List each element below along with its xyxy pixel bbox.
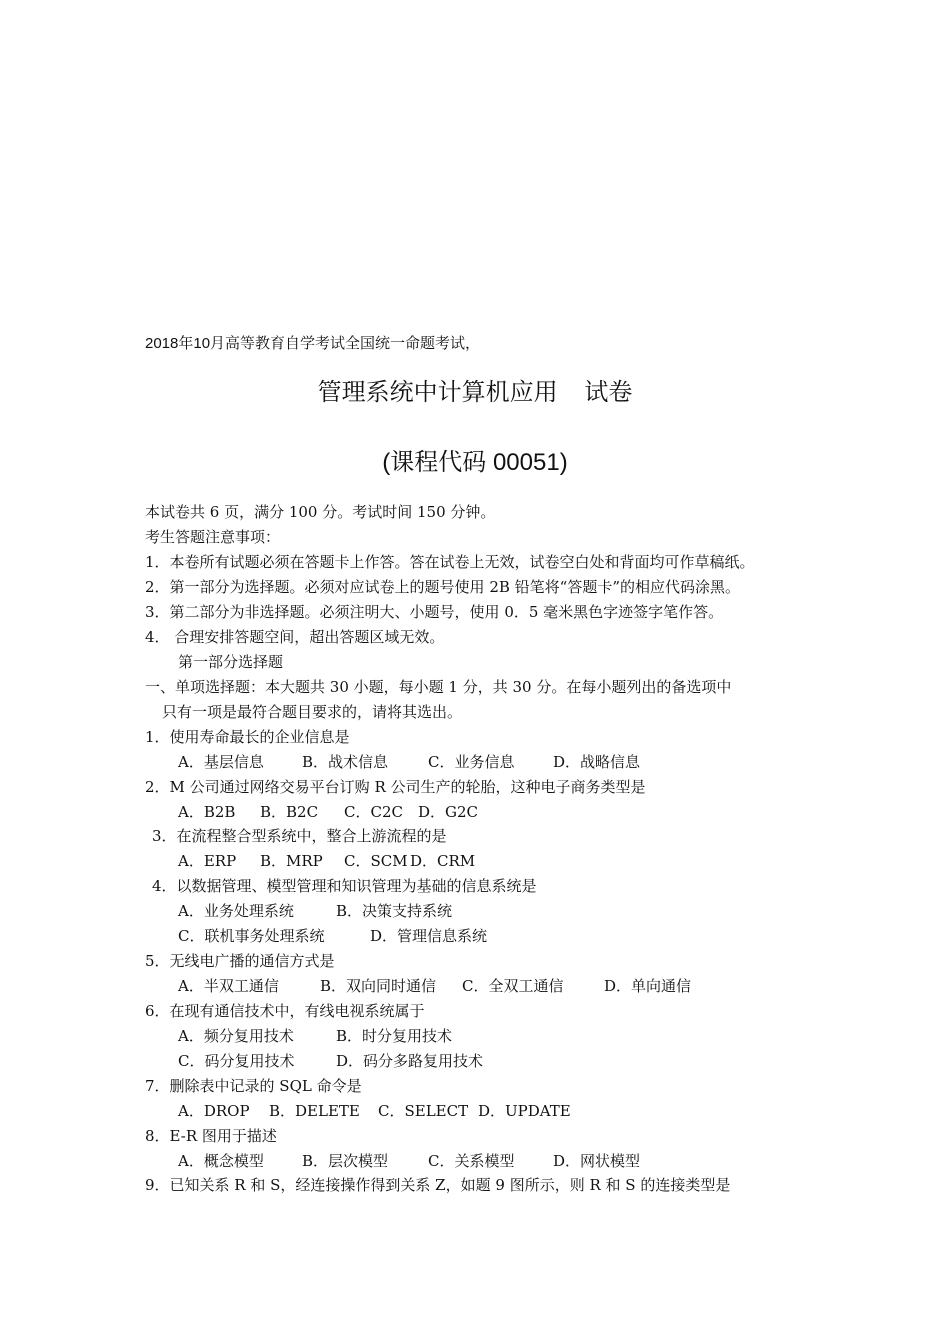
q6-option-a: A．频分复用技术 [178,1027,294,1045]
q8-option-c: C．关系模型 [428,1152,515,1170]
part1-heading: 第一部分选择题 [178,653,284,671]
question-2-stem: 2．M 公司通过网络交易平台订购 R 公司生产的轮胎，这种电子商务类型是 [145,778,646,796]
paper-title: 管理系统中计算机应用 试卷 [317,379,633,406]
q1-option-a: A．基层信息 [178,753,264,771]
question-1-stem: 1．使用寿命最长的企业信息是 [145,728,350,746]
q5-option-b: B．双向同时通信 [320,977,437,995]
q3-option-b: B．MRP [260,852,323,870]
q1-option-d: D．战略信息 [553,753,641,771]
notice-item-1: 1．本卷所有试题必须在答题卡上作答。答在试卷上无效，试卷空白处和背面均可作草稿纸。 [145,553,755,571]
q8-option-d: D．网状模型 [553,1152,641,1170]
q2-option-b: B．B2C [260,803,319,821]
q6-option-c: C．码分复用技术 [178,1052,295,1070]
course-code: (课程代码 00051) [382,449,568,476]
q7-option-a: A．DROP [178,1102,250,1120]
q1-option-c: C．业务信息 [428,753,515,771]
question-7-stem: 7．删除表中记录的 SQL 命令是 [145,1077,362,1095]
question-4-stem: 4．以数据管理、模型管理和知识管理为基础的信息系统是 [152,877,537,895]
q4-option-d: D．管理信息系统 [370,927,488,945]
notice-item-2: 2．第一部分为选择题。必须对应试卷上的题号使用 2B 铅笔将“答题卡”的相应代码涂黑。 [145,578,740,596]
section-heading-line-1: 一、单项选择题：本大题共 30 小题，每小题 1 分，共 30 分。在每小题列出的备选项中 [145,678,732,696]
notice-item-3: 3．第二部分为非选择题。必须注明大、小题号，使用 0．5 毫米黑色字迹签字笔作答。 [145,603,724,621]
q5-option-a: A．半双工通信 [178,977,279,995]
q3-option-c: C．SCM [344,852,408,870]
paper-summary: 本试卷共 6 页，满分 100 分。考试时间 150 分钟。 [145,503,496,521]
question-3-stem: 3．在流程整合型系统中，整合上游流程的是 [152,827,447,845]
q2-option-d: D．G2C [418,803,479,821]
q4-option-a: A．业务处理系统 [178,902,294,920]
q7-option-c: C．SELECT [378,1102,469,1120]
q3-option-d: D．CRM [410,852,476,870]
section-heading-line-2: 只有一项是最符合题目要求的，请将其选出。 [162,703,463,721]
question-8-stem: 8．E-R 图用于描述 [145,1127,277,1145]
q8-option-b: B．层次模型 [302,1152,389,1170]
q7-option-b: B．DELETE [269,1102,360,1120]
question-6-stem: 6．在现有通信技术中，有线电视系统属于 [145,1002,425,1020]
q1-option-b: B．战术信息 [302,753,389,771]
q6-option-d: D．码分多路复用技术 [336,1052,484,1070]
q4-option-c: C．联机事务处理系统 [178,927,325,945]
question-5-stem: 5．无线电广播的通信方式是 [145,952,335,970]
notice-item-4: 4． 合理安排答题空间，超出答题区域无效。 [145,628,445,646]
q3-option-a: A．ERP [178,852,237,870]
q2-option-a: A．B2B [178,803,236,821]
q8-option-a: A．概念模型 [178,1152,264,1170]
exam-line: 2018年10月高等教育自学考试全国统一命题考试， [145,335,481,352]
question-9-stem: 9．已知关系 R 和 S，经连接操作得到关系 Z，如题 9 图所示，则 R 和 S 的连接类型是 [145,1176,731,1194]
notice-heading: 考生答题注意事项： [145,528,281,546]
q5-option-c: C．全双工通信 [462,977,564,995]
q6-option-b: B．时分复用技术 [336,1027,453,1045]
q2-option-c: C．C2C [344,803,403,821]
q7-option-d: D．UPDATE [478,1102,571,1120]
q5-option-d: D．单向通信 [604,977,692,995]
q4-option-b: B．决策支持系统 [336,902,453,920]
